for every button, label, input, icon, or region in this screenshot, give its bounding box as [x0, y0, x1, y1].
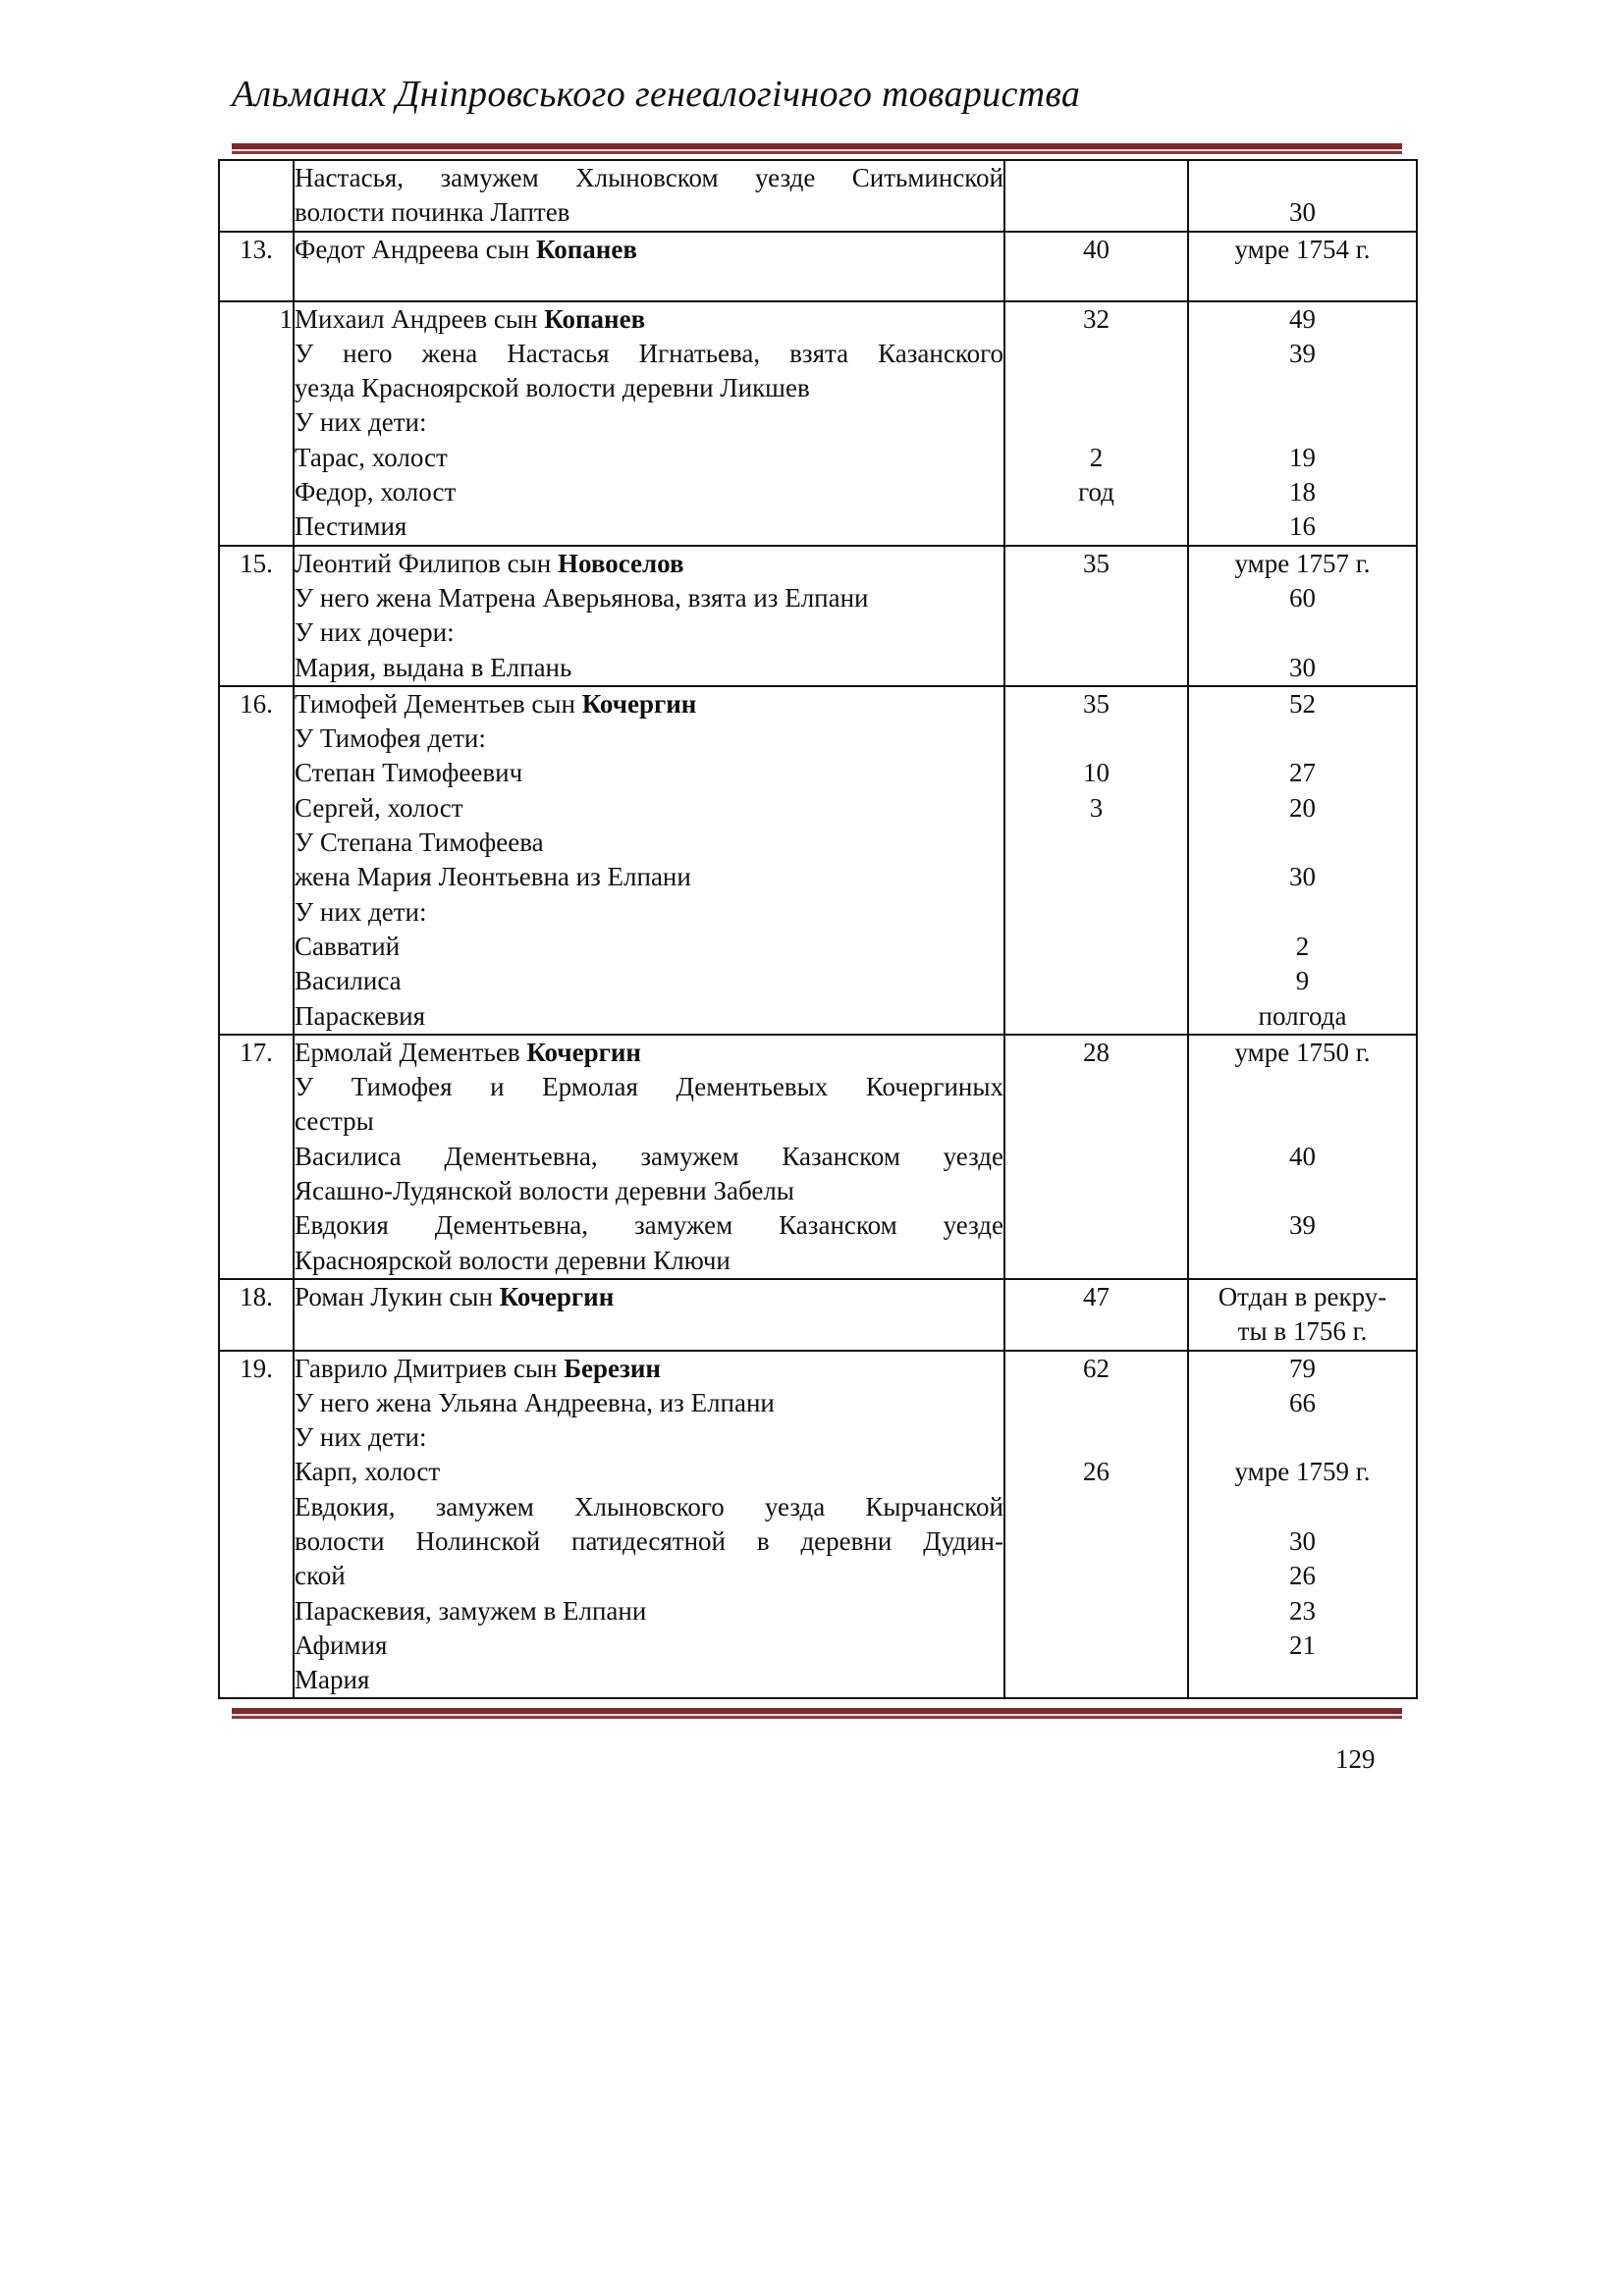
table-row	[219, 1035, 1417, 1279]
age-first-census: 32 2 год	[1004, 301, 1188, 546]
age-first-census	[1004, 160, 1188, 232]
table-row	[219, 160, 1417, 232]
header-rule	[232, 143, 1402, 154]
age-second-census: 49 39 19 18 16	[1188, 301, 1417, 546]
table-row	[219, 546, 1417, 686]
age-first-census: 35	[1004, 546, 1188, 686]
age-second-census: умре 1757 г. 60 30	[1188, 546, 1417, 686]
row-number: 13.	[219, 232, 294, 301]
almanac-title: Альманах Дніпровського генеалогічного товариства	[232, 74, 1081, 115]
table-row	[219, 686, 1417, 1035]
person-entry: Ермолай Дементьев Кочергин У Тимофея и Ермолая Дементьевых Кочергиных сестры Василиса Дементьевна, замужем Казанском уезде Ясашно-Лудянской волости деревни Забелы Евдокия Дементьевна, замужем Казанском уезде Красноярской волости деревни Ключи	[294, 1035, 1004, 1279]
age-first-census: 35 10 3	[1004, 686, 1188, 1035]
table-row	[219, 1351, 1417, 1699]
row-number	[219, 160, 294, 232]
row-number: 17.	[219, 1035, 294, 1279]
person-entry: Настасья, замужем Хлыновском уезде Ситьминской волости починка Лаптев	[294, 160, 1004, 232]
age-second-census: 79 66 умре 1759 г. 30 26 23 21	[1188, 1351, 1417, 1699]
table-row	[219, 232, 1417, 301]
table-row	[219, 301, 1417, 546]
age-first-census: 28	[1004, 1035, 1188, 1279]
footer-rule	[232, 1708, 1402, 1719]
age-second-census: 52 27 20 30 2 9 полгода	[1188, 686, 1417, 1035]
row-number: 18.	[219, 1279, 294, 1351]
person-entry: Тимофей Дементьев сын Кочергин У Тимофея дети: Степан Тимофеевич Сергей, холост У Степана Тимофеева жена Мария Леонтьевна из Елпани У них дети: Савватий Василиса Параскевия	[294, 686, 1004, 1035]
page-number: 129	[1335, 1744, 1376, 1774]
person-entry: Гаврило Дмитриев сын Березин У него жена Ульяна Андреевна, из Елпани У них дети: Карп, холост Евдокия, замужем Хлыновского уезда Кырчанской волости Нолинской патидесятной в деревни Дудин- ской Параскевия, замужем в Елпани Афимия Мария	[294, 1351, 1004, 1699]
table-row	[219, 1279, 1417, 1351]
age-second-census: Отдан в рекру- ты в 1756 г.	[1188, 1279, 1417, 1351]
person-entry: Леонтий Филипов сын Новоселов У него жена Матрена Аверьянова, взята из Елпани У них дочери: Мария, выдана в Елпань	[294, 546, 1004, 686]
row-number: 15.	[219, 546, 294, 686]
age-first-census: 62 26	[1004, 1351, 1188, 1699]
person-entry: Михаил Андреев сын Копанев У него жена Настасья Игнатьева, взята Казанского уезда Красноярской волости деревни Ликшев У них дети: Тарас, холост Федор, холост Пестимия	[294, 301, 1004, 546]
age-second-census: умре 1754 г.	[1188, 232, 1417, 301]
person-entry: Федот Андреева сын Копанев	[294, 232, 1004, 301]
row-number: 16.	[219, 686, 294, 1035]
age-second-census: умре 1750 г. 40 39	[1188, 1035, 1417, 1279]
age-first-census: 40	[1004, 232, 1188, 301]
row-number: 19.	[219, 1351, 294, 1699]
row-number: 1	[219, 301, 294, 546]
person-entry: Роман Лукин сын Кочергин	[294, 1279, 1004, 1351]
age-second-census: 30	[1188, 160, 1417, 232]
age-first-census: 47	[1004, 1279, 1188, 1351]
census-table	[218, 159, 1418, 1699]
